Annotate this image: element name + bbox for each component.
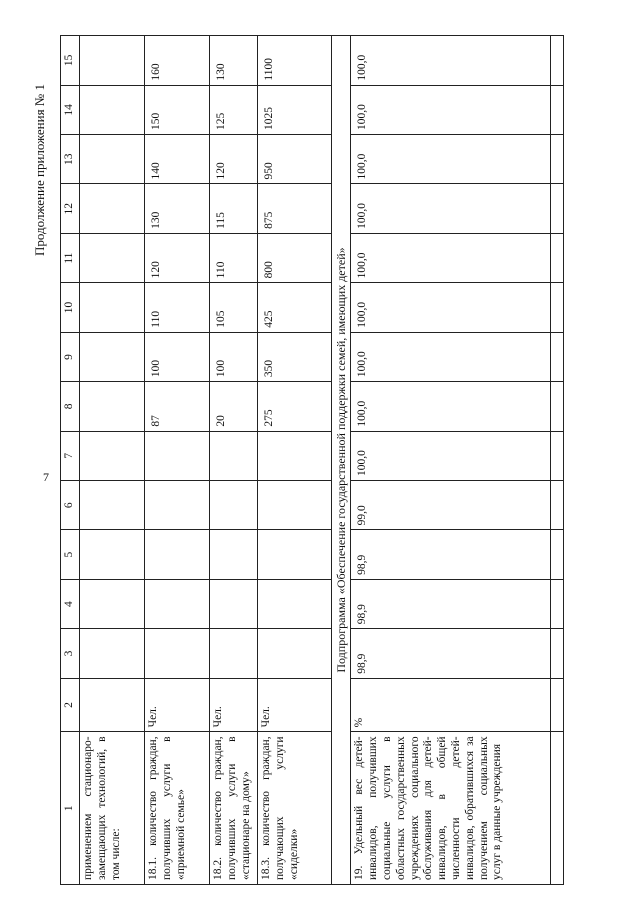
value-cell: 100,0 [351,233,551,282]
value-cell: 110 [210,233,258,282]
value-cell: 1025 [258,85,332,134]
rotated-table-container [60,35,555,885]
value-cell [145,431,210,480]
unit-cell: Чел. [258,678,332,732]
value-cell: 425 [258,283,332,332]
blank-cell [551,332,564,381]
header-cell: 5 [61,530,80,579]
value-cell [210,629,258,678]
value-cell [210,481,258,530]
header-cell: 8 [61,382,80,431]
value-cell [80,332,145,381]
blank-cell [551,85,564,134]
indicator-name: 19. Удельный вес детей-инвалидов, получивших социальные услуги в областных государственных учреждениях социального обслуживания для детей-инвалидов, в общей численности детей-инвалидов, обратившихся за получением социальных услуг в данные учреждения [351,732,551,885]
subprogram-title: Подпрограмма «Обеспечение государственной поддержки семей, имеющих детей» [332,36,351,885]
blank-cell [551,530,564,579]
value-cell [80,233,145,282]
value-cell [80,135,145,184]
value-cell: 125 [210,85,258,134]
value-cell: 110 [145,283,210,332]
value-cell [145,481,210,530]
header-cell: 7 [61,431,80,480]
value-cell: 350 [258,332,332,381]
value-cell: 130 [145,184,210,233]
table-row [210,36,258,885]
header-cell: 13 [61,135,80,184]
value-cell [80,36,145,86]
value-cell: 100,0 [351,135,551,184]
header-cell: 15 [61,36,80,86]
value-cell: 100 [210,332,258,381]
table-row [258,36,332,885]
value-cell: 98,9 [351,629,551,678]
value-cell: 950 [258,135,332,184]
header-cell: 14 [61,85,80,134]
value-cell: 100,0 [351,36,551,86]
indicator-name: 18.2. количество граждан, получивших услуги в «стационаре на дому» [210,732,258,885]
header-cell: 6 [61,481,80,530]
indicator-name: применением стационаро-замещающих технологий, в том числе: [80,732,145,885]
blank-cell [551,36,564,86]
indicators-table [60,35,564,885]
value-cell: 150 [145,85,210,134]
unit-cell: % [351,678,551,732]
value-cell: 100,0 [351,382,551,431]
unit-cell: Чел. [210,678,258,732]
value-cell [145,530,210,579]
value-cell: 130 [210,36,258,86]
value-cell: 160 [145,36,210,86]
value-cell [258,481,332,530]
value-cell [145,629,210,678]
value-cell: 87 [145,382,210,431]
table-row [80,36,145,885]
blank-cell [551,732,564,885]
value-cell: 1100 [258,36,332,86]
value-cell: 275 [258,382,332,431]
header-cell: 3 [61,629,80,678]
header-cell: 4 [61,579,80,628]
value-cell [210,431,258,480]
blank-cell [551,233,564,282]
header-row [61,36,80,885]
value-cell [80,283,145,332]
header-cell: 12 [61,184,80,233]
table-row [145,36,210,885]
unit-cell: Чел. [145,678,210,732]
value-cell: 875 [258,184,332,233]
continuation-heading: Продолжение приложения № 1 [32,84,47,256]
value-cell: 98,9 [351,530,551,579]
blank-cell [551,431,564,480]
value-cell [80,530,145,579]
value-cell [80,382,145,431]
indicator-name: 18.1. количество граждан, получивших услуги в «приемной семье» [145,732,210,885]
header-cell: 9 [61,332,80,381]
value-cell: 105 [210,283,258,332]
blank-cell [551,579,564,628]
header-cell: 2 [61,678,80,732]
value-cell [210,530,258,579]
value-cell: 140 [145,135,210,184]
blank-cell [551,283,564,332]
blank-cell [551,135,564,184]
value-cell [210,579,258,628]
value-cell [258,530,332,579]
value-cell [258,579,332,628]
value-cell: 98,9 [351,579,551,628]
indicator-name: 18.3. количество граждан, получающих услуги «сиделки» [258,732,332,885]
value-cell: 100,0 [351,332,551,381]
continuation-row [551,36,564,885]
value-cell [80,629,145,678]
value-cell [80,579,145,628]
value-cell [80,481,145,530]
table-row [351,36,551,885]
value-cell: 100,0 [351,431,551,480]
header-cell: 11 [61,233,80,282]
unit-cell [80,678,145,732]
value-cell: 20 [210,382,258,431]
value-cell [145,579,210,628]
page-number: 7 [43,470,49,484]
value-cell [80,85,145,134]
blank-cell [551,629,564,678]
value-cell: 100 [145,332,210,381]
blank-cell [551,678,564,732]
value-cell: 120 [145,233,210,282]
value-cell: 100,0 [351,85,551,134]
value-cell [258,431,332,480]
blank-cell [551,184,564,233]
blank-cell [551,382,564,431]
blank-cell [551,481,564,530]
value-cell: 100,0 [351,184,551,233]
value-cell: 99,0 [351,481,551,530]
header-cell: 1 [61,732,80,885]
subprogram-row [332,36,351,885]
value-cell: 100,0 [351,283,551,332]
value-cell: 800 [258,233,332,282]
value-cell [80,431,145,480]
value-cell: 115 [210,184,258,233]
value-cell: 120 [210,135,258,184]
value-cell [80,184,145,233]
value-cell [258,629,332,678]
header-cell: 10 [61,283,80,332]
